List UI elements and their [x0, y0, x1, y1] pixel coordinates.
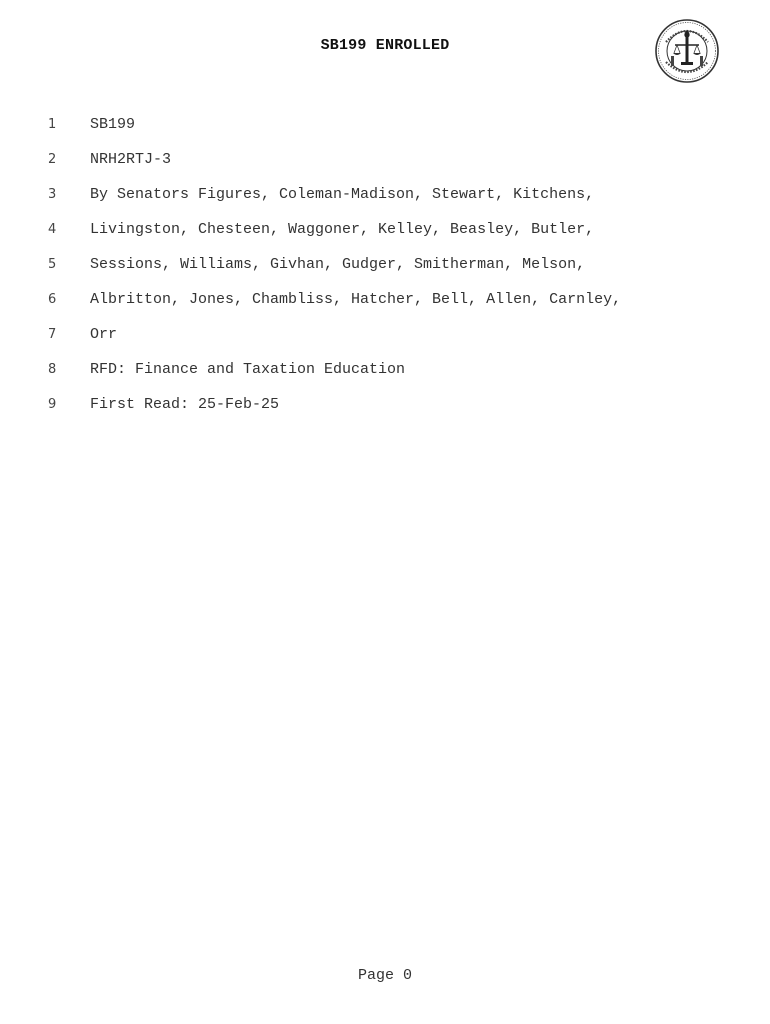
line-text: SB199 [90, 116, 136, 133]
document-line [0, 290, 770, 325]
document-line [0, 150, 770, 185]
document-line [0, 115, 770, 150]
line-number: 7 [48, 327, 57, 342]
line-text: NRH2RTJ-3 [90, 151, 172, 168]
line-number: 6 [48, 292, 57, 307]
document-line [0, 185, 770, 220]
document-line [0, 255, 770, 290]
document-line [0, 360, 770, 395]
line-text: Orr [90, 326, 118, 343]
line-text: Livingston, Chesteen, Waggoner, Kelley, Beasley, Butler, [90, 221, 595, 238]
numbered-lines [0, 115, 770, 430]
line-number: 4 [48, 222, 57, 237]
line-number: 2 [48, 152, 57, 167]
line-text: First Read: 25-Feb-25 [90, 396, 280, 413]
line-number: 1 [48, 117, 57, 132]
line-number: 8 [48, 362, 57, 377]
document-title: SB199 ENROLLED [320, 37, 450, 54]
line-text: By Senators Figures, Coleman-Madison, Stewart, Kitchens, [90, 186, 595, 203]
document-line [0, 325, 770, 360]
line-number: 3 [48, 187, 57, 202]
line-text: Sessions, Williams, Givhan, Gudger, Smitherman, Melson, [90, 256, 586, 273]
line-text: RFD: Finance and Taxation Education [90, 361, 406, 378]
page-number: Page 0 [357, 967, 412, 984]
line-number: 5 [48, 257, 57, 272]
document-line [0, 395, 770, 430]
state-seal-icon [654, 18, 720, 84]
line-text: Albritton, Jones, Chambliss, Hatcher, Bell, Allen, Carnley, [90, 291, 622, 308]
line-number: 9 [48, 397, 57, 412]
document-line [0, 220, 770, 255]
